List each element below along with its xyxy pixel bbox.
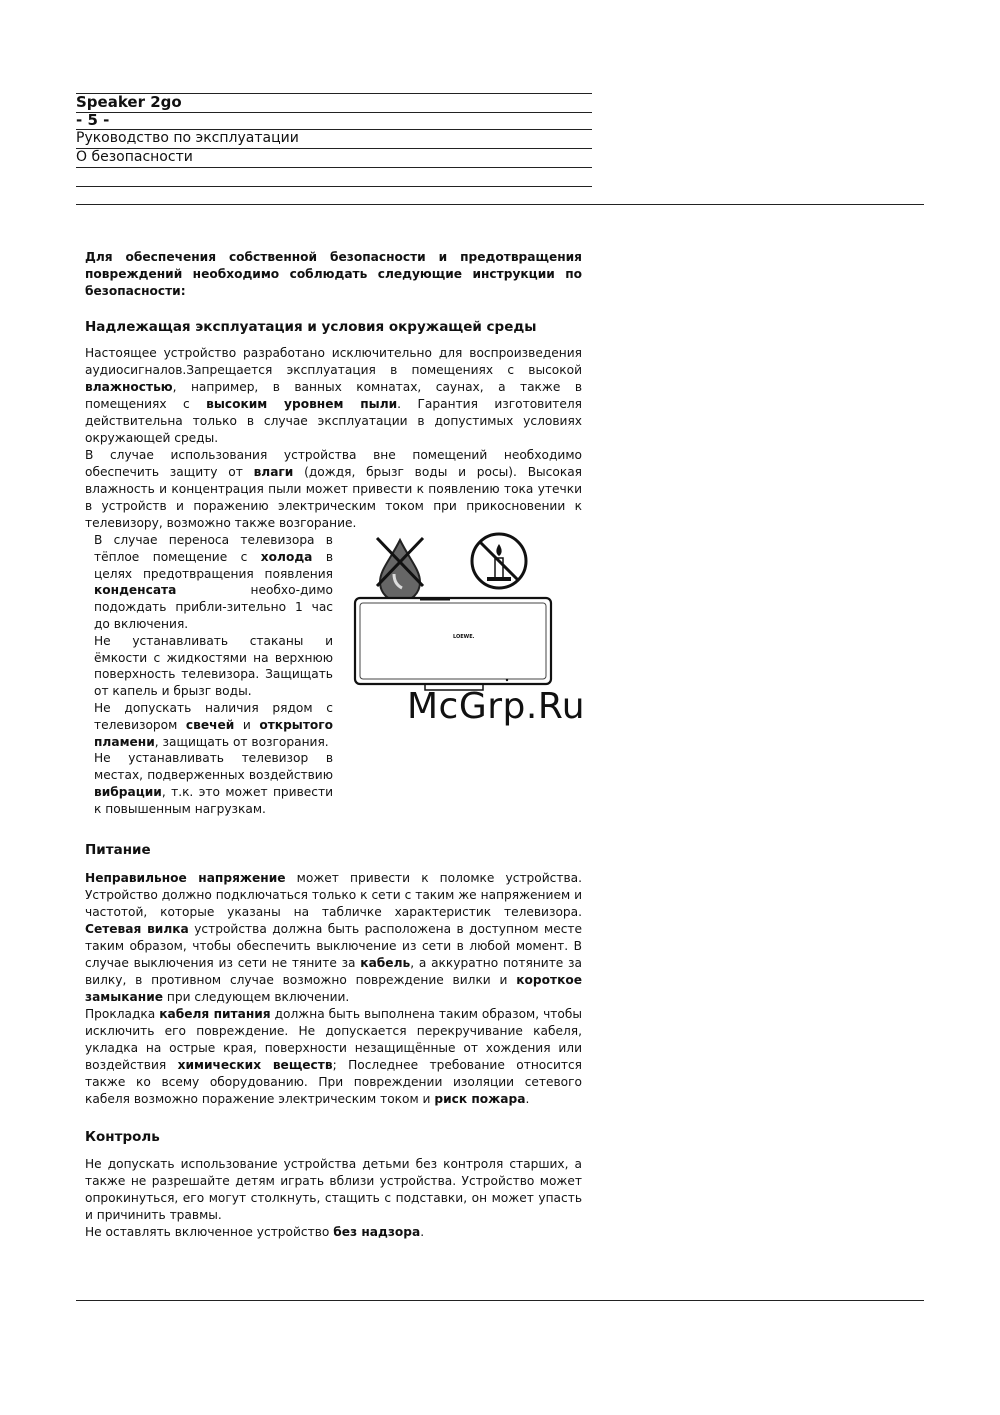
- narrow-paragraph-1: В случае переноса телевизора в тёплое помещение с холода в целях предотвращения появления конденсата необхо-димо подождать прибли-зительно 1 час до включения.: [94, 533, 333, 631]
- watermark-text: McGrp.Ru: [407, 686, 586, 727]
- page-number: - 5 -: [76, 112, 592, 130]
- power-paragraph-2: Прокладка кабеля питания должна быть выполнена таким образом, чтобы исключить его повреждение. Не допускается перекручивание кабеля, укладка на острые края, поверхности незащищённые от хождения или воздействия химических веществ; Последнее требование относится также ко всему оборудованию. При повреждении изоляции сетевого кабеля возможно поражение электрическим током и риск пожара.: [85, 1007, 582, 1106]
- control-section-title: Контроль: [85, 1129, 160, 1145]
- usage-paragraph-1: Настоящее устройство разработано исключительно для воспроизведения аудиосигналов.Запрещается эксплуатация в помещениях с высокой влажностью, например, в ванных комнатах, саунах, а также в помещениях с высоким уровнем пыли. Гарантия изготовителя действительна только в случае эксплуатации в допустимых условиях окружающей среды.: [85, 346, 582, 445]
- header-divider: [76, 204, 924, 205]
- brand-label: LOEWE.: [453, 634, 475, 640]
- manual-title: Руководство по эксплуатации: [76, 130, 592, 149]
- control-text: [85, 1156, 582, 1241]
- narrow-paragraph-2: Не устанавливать стаканы и ёмкости с жидкостями на верхнюю поверхность телевизора. Защищать от капель и брызг воды.: [94, 633, 333, 699]
- narrow-paragraph-3: Не допускать наличия рядом с телевизором свечей и открытого пламени, защищать от возгорания.: [94, 700, 333, 749]
- footer-divider: [76, 1300, 924, 1301]
- product-name: Speaker 2go: [76, 93, 592, 113]
- power-paragraph-1: Неправильное напряжение может привести к поломке устройства. Устройство должно подключаться только к сети с таким же напряжением и частотой, которые указаны на табличке характеристик телевизора. Сетевая вилка устройства должна быть расположена в доступном месте таким образом, чтобы обеспечить выключение из сети в любой момент. В случае выключения из сети не тяните за кабель, а аккуратно потяните за вилку, в противном случае возможно повреждение вилки и короткое замыкание при следующем включении.: [85, 871, 583, 1004]
- control-paragraph-1: Не допускать использование устройства детьми без контроля старших, а также не разрешайте детям играть вблизи устройства. Устройство может опрокинуться, его могут столкнуть, стащить с подставки, он может упасть и причинить травмы.: [85, 1157, 582, 1222]
- safety-figure: [350, 530, 556, 700]
- speaker-device-icon: [355, 598, 551, 690]
- usage-text: [85, 345, 582, 532]
- intro-paragraph: Для обеспечения собственной безопасности и предотвращения повреждений необходимо соблюдать следующие инструкции по безопасности:: [85, 250, 582, 298]
- narrow-text: [94, 532, 333, 818]
- header-empty-row: [76, 168, 592, 187]
- control-paragraph-2: Не оставлять включенное устройство без надзора.: [85, 1225, 425, 1239]
- no-water-icon: [377, 538, 423, 602]
- narrow-paragraph-4: Не устанавливать телевизор в местах, подверженных воздействию вибрации, т.к. это может привести к повышенным нагрузкам.: [94, 751, 333, 816]
- usage-paragraph-2: В случае использования устройства вне помещений необходимо обеспечить защиту от влаги (дождя, брызг воды и росы). Высокая влажность и концентрация пыли может привести к появлению тока утечки в устройств и поражению электрическим током при прикосновении к телевизору, возможно также возгорание.: [85, 448, 582, 530]
- no-flame-icon: [472, 534, 526, 588]
- power-section-title: Питание: [85, 842, 151, 858]
- power-text: [85, 870, 582, 1108]
- section-title: О безопасности: [76, 149, 592, 168]
- usage-section-title: Надлежащая эксплуатация и условия окружащей среды: [85, 319, 537, 335]
